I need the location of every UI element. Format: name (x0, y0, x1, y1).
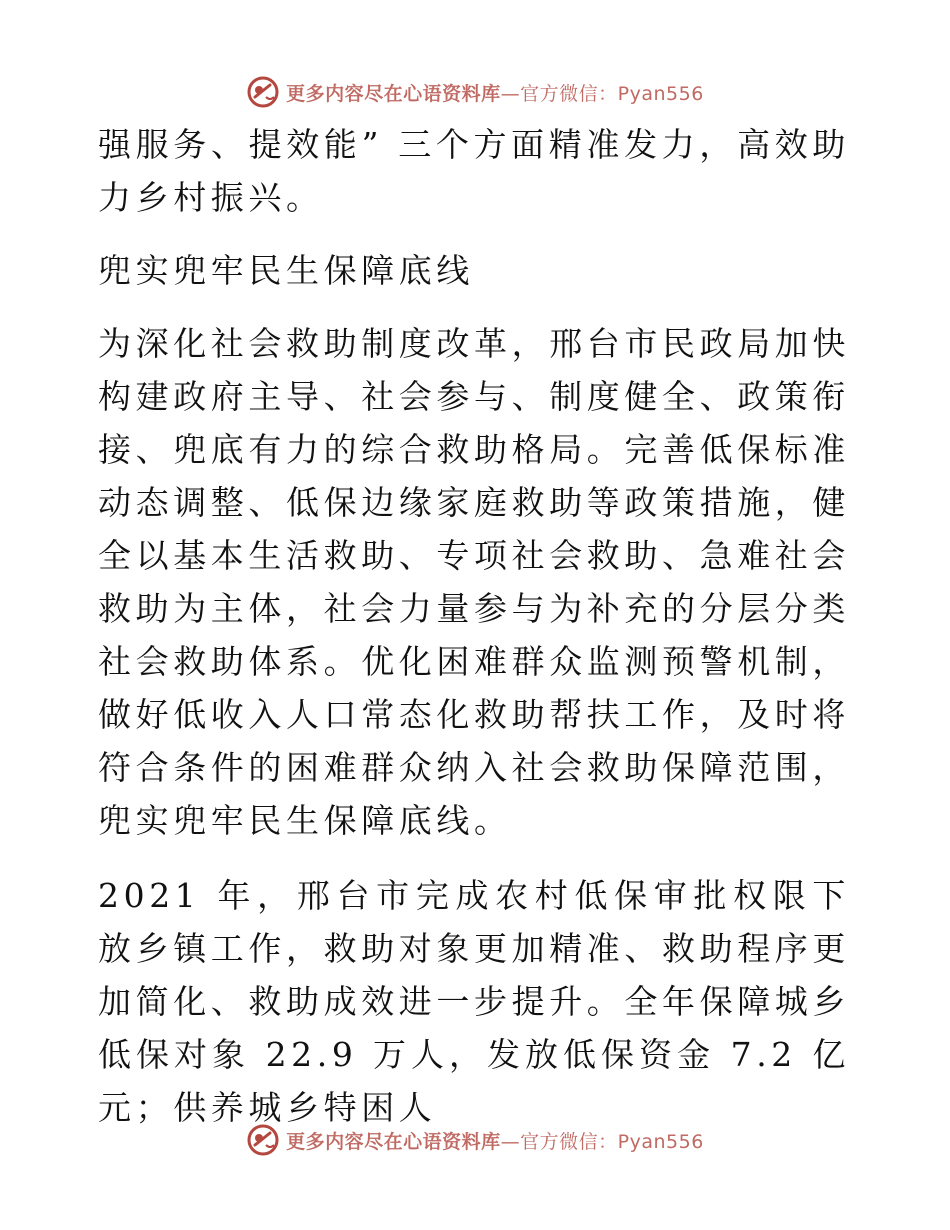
document-body (98, 118, 850, 1134)
watermark-main-text: 更多内容尽在心语资料库 (286, 82, 501, 105)
paragraph: 为深化社会救助制度改革，邢台市民政局加快构建政府主导、社会参与、制度健全、政策衔接、兜底有力的综合救助格局。完善低保标准动态调整、低保边缘家庭救助等政策措施，健全以基本生活救助、专项社会救助、急难社会救助为主体，社会力量参与为补充的分层分类社会救助体系。优化困难群众监测预警机制，做好低收入人口常态化救助帮扶工作，及时将符合条件的困难群众纳入社会救助保障范围，兜实兜牢民生保障底线。 (98, 324, 850, 840)
watermark-suffix-text: 官方微信：Pyan556 (520, 82, 704, 105)
watermark-footer (0, 1120, 950, 1160)
watermark-main-text: 更多内容尽在心语资料库 (286, 1130, 501, 1153)
watermark-suffix-text: 官方微信：Pyan556 (520, 1130, 704, 1153)
watermark-separator: — (500, 82, 521, 105)
watermark-header (0, 72, 950, 112)
watermark-separator: — (500, 1130, 521, 1153)
logo-icon (246, 1123, 280, 1157)
section-heading: 兜实兜牢民生保障底线 (98, 251, 474, 290)
paragraph: 强服务、提效能” 三个方面精准发力，高效助力乡村振兴。 (98, 125, 850, 217)
logo-icon (246, 75, 280, 109)
paragraph: 2021 年，邢台市完成农村低保审批权限下放乡镇工作，救助对象更加精准、救助程序更加简化、救助成效进一步提升。全年保障城乡低保对象 22.9 万人，发放低保资金 7.2 亿元；供养城乡特困人 (98, 876, 850, 1127)
